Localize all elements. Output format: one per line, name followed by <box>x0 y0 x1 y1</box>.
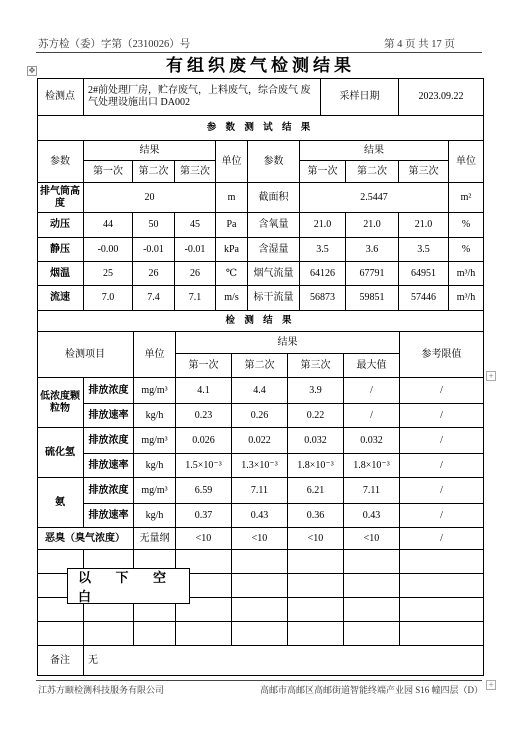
empty-cell <box>232 598 288 622</box>
info-date-value: 2023.09.22 <box>399 78 484 116</box>
param-value-left: -0.00 <box>84 238 133 262</box>
param-run-header-left: 第一次 <box>84 161 133 183</box>
odor-limit: / <box>400 528 484 550</box>
pollutant-value: 1.8×10⁻³ <box>288 454 344 478</box>
section-result-title: 检 测 结 果 <box>37 311 484 332</box>
pollutant-value: / <box>344 404 400 428</box>
pollutant-value: 0.26 <box>232 404 288 428</box>
table-resize-handle-icon[interactable]: + <box>486 680 496 690</box>
pollutant-limit: / <box>400 504 484 528</box>
param-value-right: 64126 <box>300 262 346 286</box>
empty-cell <box>176 622 232 646</box>
info-point-value: 2#前处理厂房，贮存废气，上料废气，综合废气 废气处理设施出口 DA002 <box>84 78 321 116</box>
param-value-right: 3.5 <box>399 238 449 262</box>
pollutant-limit: / <box>400 454 484 478</box>
pollutant-value: 6.59 <box>176 478 232 504</box>
empty-cell <box>344 574 400 598</box>
param-value-right: 67791 <box>346 262 399 286</box>
param-value-left: 26 <box>175 262 216 286</box>
empty-cell <box>288 622 344 646</box>
footer-company: 江苏方颐检测科技服务有限公司 <box>38 685 165 695</box>
pollutant-value: 1.8×10⁻³ <box>344 454 400 478</box>
odor-unit: 无量纲 <box>134 528 176 550</box>
param-value-left: -0.01 <box>133 238 175 262</box>
param-name-left: 排气筒高度 <box>37 183 84 213</box>
param-value-left: 44 <box>84 213 133 238</box>
empty-cell <box>232 574 288 598</box>
param-value-left: 50 <box>133 213 175 238</box>
param-unit-left: Pa <box>216 213 248 238</box>
pollutant-name: 低浓度颗粒物 <box>37 378 84 428</box>
param-value-right: 21.0 <box>399 213 449 238</box>
param-value-left: 26 <box>133 262 175 286</box>
info-point-label: 检测点 <box>37 78 84 116</box>
odor-value: <10 <box>176 528 232 550</box>
pollutant-limit: / <box>400 428 484 454</box>
footer-rule <box>36 680 482 681</box>
param-unit-left: kPa <box>216 238 248 262</box>
pollutant-value: 7.11 <box>232 478 288 504</box>
param-value-right: 21.0 <box>300 213 346 238</box>
param-value-left: 25 <box>84 262 133 286</box>
param-name-right: 含氧量 <box>248 213 300 238</box>
param-unit-left: ℃ <box>216 262 248 286</box>
param-unit-right: m² <box>449 183 484 213</box>
odor-value: <10 <box>344 528 400 550</box>
empty-cell <box>288 550 344 574</box>
empty-cell <box>400 622 484 646</box>
param-value-left: -0.01 <box>175 238 216 262</box>
result-header-result: 结果 <box>176 332 400 354</box>
param-run-header-right: 第三次 <box>399 161 449 183</box>
pollutant-value: 6.21 <box>288 478 344 504</box>
param-name-left: 静压 <box>37 238 84 262</box>
param-name-right: 标干流量 <box>248 286 300 311</box>
param-unit-right: m³/h <box>449 286 484 311</box>
pollutant-value: 0.43 <box>344 504 400 528</box>
param-run-header-right: 第一次 <box>300 161 346 183</box>
param-header-result-left: 结果 <box>84 141 216 161</box>
odor-value: <10 <box>232 528 288 550</box>
pollutant-unit: mg/m³ <box>134 378 176 404</box>
param-header-result-right: 结果 <box>300 141 449 161</box>
pollutant-metric: 排放速率 <box>84 404 134 428</box>
pollutant-metric: 排放浓度 <box>84 428 134 454</box>
param-unit-right: % <box>449 238 484 262</box>
blank-below-stamp: 以 下 空 白 <box>67 568 190 604</box>
pollutant-metric: 排放速率 <box>84 504 134 528</box>
param-name-right: 含湿量 <box>248 238 300 262</box>
pollutant-value: 0.23 <box>176 404 232 428</box>
param-unit-right: % <box>449 213 484 238</box>
result-header-unit: 单位 <box>134 332 176 378</box>
page-indicator: 第 4 页 共 17 页 <box>384 39 455 50</box>
pollutant-value: 3.9 <box>288 378 344 404</box>
pollutant-value: 0.37 <box>176 504 232 528</box>
info-date-label: 采样日期 <box>321 78 399 116</box>
pollutant-value: 0.022 <box>232 428 288 454</box>
pollutant-value: 0.22 <box>288 404 344 428</box>
param-name-left: 烟温 <box>37 262 84 286</box>
param-header-left: 参数 <box>37 141 84 183</box>
param-value-right: 56873 <box>300 286 346 311</box>
pollutant-name: 氨 <box>37 478 84 528</box>
empty-cell <box>37 622 84 646</box>
pollutant-value: 0.032 <box>288 428 344 454</box>
pollutant-unit: kg/h <box>134 504 176 528</box>
pollutant-value: 1.5×10⁻³ <box>176 454 232 478</box>
result-header-limit: 参考限值 <box>400 332 484 378</box>
empty-cell <box>134 622 176 646</box>
param-name-right: 烟气流量 <box>248 262 300 286</box>
remark-value: 无 <box>84 646 484 676</box>
empty-cell <box>400 598 484 622</box>
param-unit-left: m/s <box>216 286 248 311</box>
section-parameter-title: 参 数 测 试 结 果 <box>37 116 484 141</box>
param-header-unit-left: 单位 <box>216 141 248 183</box>
pollutant-value: 0.026 <box>176 428 232 454</box>
table-move-handle-icon[interactable]: ✥ <box>28 66 36 75</box>
pollutant-value: 0.032 <box>344 428 400 454</box>
param-value-right: 59851 <box>346 286 399 311</box>
result-run-header: 最大值 <box>344 354 400 378</box>
param-name-right: 截面积 <box>248 183 300 213</box>
pollutant-value: 0.36 <box>288 504 344 528</box>
param-value-left: 20 <box>84 183 216 213</box>
pollutant-value: 4.1 <box>176 378 232 404</box>
pollutant-limit: / <box>400 378 484 404</box>
param-name-left: 动压 <box>37 213 84 238</box>
pollutant-value: 1.3×10⁻³ <box>232 454 288 478</box>
param-value-right: 3.5 <box>300 238 346 262</box>
pollutant-unit: mg/m³ <box>134 478 176 504</box>
param-value-right: 21.0 <box>346 213 399 238</box>
param-value-left: 7.4 <box>133 286 175 311</box>
param-unit-right: m³/h <box>449 262 484 286</box>
pollutant-metric: 排放浓度 <box>84 378 134 404</box>
add-column-plus-icon[interactable]: + <box>486 371 496 381</box>
param-value-left: 7.0 <box>84 286 133 311</box>
document-title: 有组织废气检测结果 <box>166 56 355 76</box>
pollutant-metric: 排放速率 <box>84 454 134 478</box>
empty-cell <box>400 550 484 574</box>
param-value-left: 45 <box>175 213 216 238</box>
pollutant-metric: 排放浓度 <box>84 478 134 504</box>
empty-cell <box>344 598 400 622</box>
result-run-header: 第三次 <box>288 354 344 378</box>
pollutant-value: 4.4 <box>232 378 288 404</box>
empty-cell <box>400 574 484 598</box>
pollutant-limit: / <box>400 478 484 504</box>
pollutant-limit: / <box>400 404 484 428</box>
param-value-right: 2.5447 <box>300 183 449 213</box>
pollutant-unit: kg/h <box>134 404 176 428</box>
report-number: 苏方检（委）字第（2310026）号 <box>38 39 191 50</box>
empty-cell <box>232 622 288 646</box>
result-run-header: 第二次 <box>232 354 288 378</box>
param-header-right: 参数 <box>248 141 300 183</box>
pollutant-value: 0.43 <box>232 504 288 528</box>
header-rule <box>36 52 482 53</box>
pollutant-unit: mg/m³ <box>134 428 176 454</box>
result-run-header: 第一次 <box>176 354 232 378</box>
param-run-header-left: 第二次 <box>133 161 175 183</box>
pollutant-name: 硫化氢 <box>37 428 84 478</box>
remark-label: 备注 <box>37 646 84 676</box>
param-unit-left: m <box>216 183 248 213</box>
param-value-right: 57446 <box>399 286 449 311</box>
empty-cell <box>344 550 400 574</box>
empty-cell <box>344 622 400 646</box>
param-value-right: 64951 <box>399 262 449 286</box>
empty-cell <box>232 550 288 574</box>
param-run-header-left: 第三次 <box>175 161 216 183</box>
empty-cell <box>84 622 134 646</box>
param-value-left: 7.1 <box>175 286 216 311</box>
odor-value: <10 <box>288 528 344 550</box>
param-value-right: 3.6 <box>346 238 399 262</box>
pollutant-value: 7.11 <box>344 478 400 504</box>
footer-address: 高邮市高邮区高邮街道智能终端产业园 S16 幢四层（D） <box>260 685 484 695</box>
param-run-header-right: 第二次 <box>346 161 399 183</box>
param-header-unit-right: 单位 <box>449 141 484 183</box>
pollutant-unit: kg/h <box>134 454 176 478</box>
odor-name: 恶臭（臭气浓度） <box>37 528 134 550</box>
pollutant-value: / <box>344 378 400 404</box>
empty-cell <box>288 598 344 622</box>
result-header-item: 检测项目 <box>37 332 134 378</box>
empty-cell <box>288 574 344 598</box>
param-name-left: 流速 <box>37 286 84 311</box>
